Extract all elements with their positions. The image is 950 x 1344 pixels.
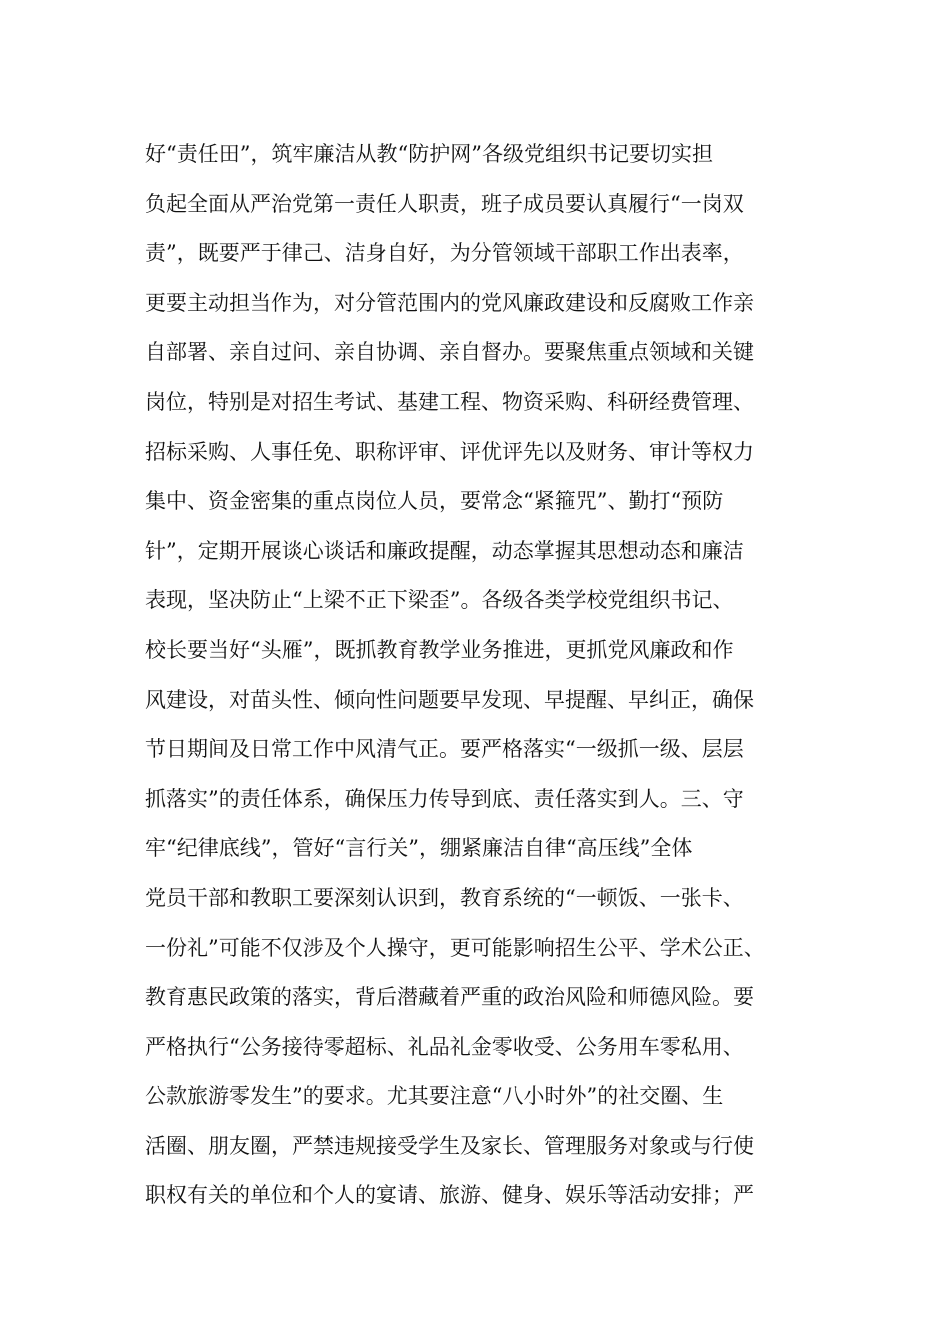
- body-text: [145, 130, 835, 1221]
- text-line: 集中、资金密集的重点岗位人员，要常念“紧箍咒”、勤打“预防: [145, 489, 724, 514]
- text-line: 负起全面从严治党第一责任人职责，班子成员要认真履行“一岗双: [145, 191, 744, 216]
- text-line: 党员干部和教职工要深刻认识到，教育系统的“一顿饭、一张卡、: [145, 885, 744, 910]
- text-line: 严格执行“公务接待零超标、礼品礼金零收受、公务用车零私用、: [145, 1034, 744, 1059]
- text-line: 公款旅游零发生”的要求。尤其要注意“八小时外”的社交圈、生: [145, 1084, 724, 1109]
- text-line: 节日期间及日常工作中风清气正。要严格落实“一级抓一级、层层: [145, 737, 744, 762]
- text-line: 好“责任田”，筑牢廉洁从教“防护网”各级党组织书记要切实担: [145, 142, 713, 166]
- text-line: 活圈、朋友圈，严禁违规接受学生及家长、管理服务对象或与行使: [145, 1133, 754, 1158]
- text-line: 职权有关的单位和个人的宴请、旅游、健身、娱乐等活动安排；严: [145, 1183, 754, 1208]
- text-line: 表现，坚决防止“上梁不正下梁歪”。各级各类学校党组织书记、: [145, 588, 734, 613]
- text-line: 风建设，对苗头性、倾向性问题要早发现、早提醒、早纠正，确保: [145, 687, 754, 712]
- text-line: 教育惠民政策的落实，背后潜藏着严重的政治风险和师德风险。要: [145, 985, 754, 1010]
- text-line: 责”，既要严于律己、洁身自好，为分管领域干部职工作出表率，: [145, 241, 744, 266]
- text-line: 针”，定期开展谈心谈话和廉政提醒，动态掌握其思想动态和廉洁: [145, 538, 744, 563]
- text-line: 牢“纪律底线”，管好“言行关”，绷紧廉洁自律“高压线”全体: [145, 836, 693, 861]
- text-line: 校长要当好“头雁”，既抓教育教学业务推进，更抓党风廉政和作: [145, 637, 734, 662]
- text-line: 招标采购、人事任免、职称评审、评优评先以及财务、审计等权力: [145, 439, 754, 464]
- text-line: 一份礼”可能不仅涉及个人操守，更可能影响招生公平、学术公正、: [145, 935, 765, 960]
- text-line: 自部署、亲自过问、亲自协调、亲自督办。要聚焦重点领域和关键: [145, 340, 754, 365]
- text-line: 更要主动担当作为，对分管范围内的党风廉政建设和反腐败工作亲: [145, 290, 754, 315]
- text-line: 岗位，特别是对招生考试、基建工程、物资采购、科研经费管理、: [145, 389, 754, 414]
- text-line: 抓落实”的责任体系，确保压力传导到底、责任落实到人。三、守: [145, 786, 744, 811]
